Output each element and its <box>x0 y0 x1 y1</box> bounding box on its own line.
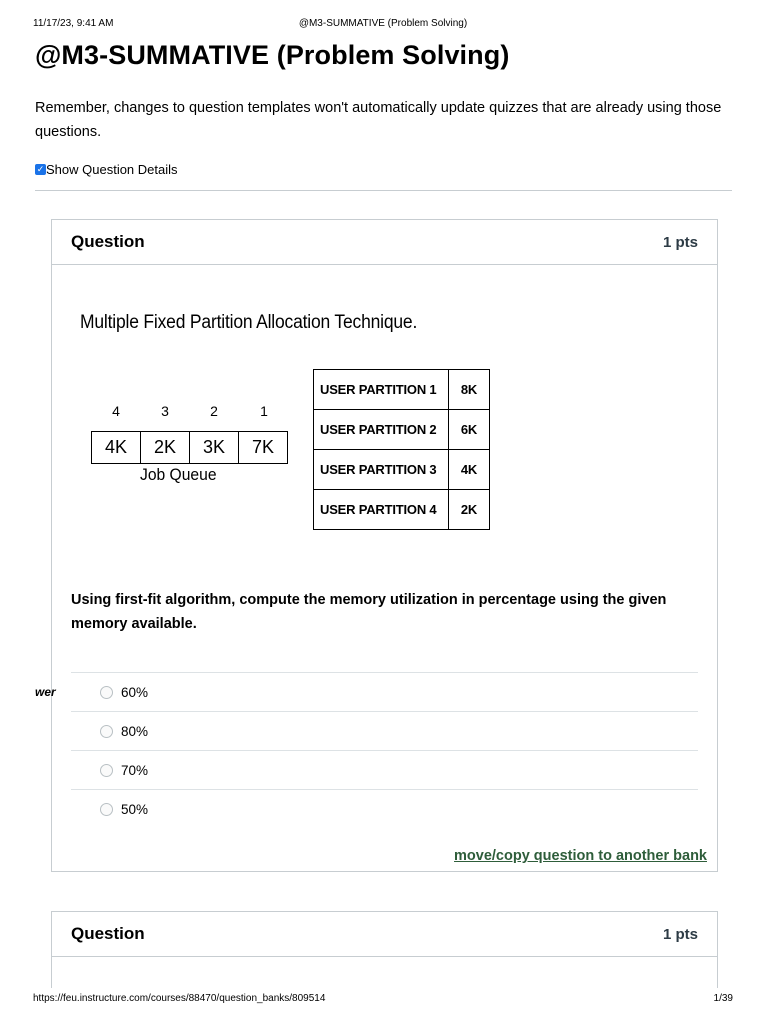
question-text: Using first-fit algorithm, compute the memory utilization in percentage using the given memory available. <box>71 592 667 632</box>
partition-diagram <box>80 265 500 517</box>
partition-name: USER PARTITION 2 <box>314 410 449 450</box>
question-header <box>52 912 717 957</box>
partition-name: USER PARTITION 3 <box>314 450 449 490</box>
question-header <box>52 220 717 265</box>
radio-icon[interactable] <box>100 764 113 777</box>
answer-label: 60% <box>121 684 149 700</box>
answer-label: 50% <box>121 801 149 817</box>
partition-name: USER PARTITION 1 <box>314 370 449 410</box>
partition-row <box>314 450 490 490</box>
print-datetime: 11/17/23, 9:41 AM <box>33 18 114 29</box>
diagram-title: Multiple Fixed Partition Allocation Technique. <box>80 312 418 333</box>
partition-size: 4K <box>449 450 490 490</box>
partition-size: 6K <box>449 410 490 450</box>
answer-option[interactable] <box>71 672 698 711</box>
checkbox-checked-icon[interactable]: ✓ <box>36 164 45 174</box>
partition-row <box>314 490 490 530</box>
divider <box>35 190 732 191</box>
move-copy-question-link[interactable]: move/copy question to another bank <box>454 848 707 864</box>
radio-icon[interactable] <box>100 725 113 738</box>
print-page-number: 1/39 <box>713 993 733 1004</box>
job-size-cell: 2K <box>140 431 190 464</box>
answer-label: 70% <box>121 762 149 778</box>
partition-row <box>314 370 490 410</box>
partition-size: 2K <box>449 490 490 530</box>
print-doc-title: @M3-SUMMATIVE (Problem Solving) <box>298 18 468 29</box>
answer-option[interactable] <box>71 750 698 789</box>
answer-label: 80% <box>121 723 149 739</box>
page-title: @M3-SUMMATIVE (Problem Solving) <box>35 40 510 70</box>
question-title: Question <box>71 924 145 943</box>
question-title: Question <box>71 232 145 251</box>
show-details-label: Show Question Details <box>46 162 178 177</box>
answer-option[interactable] <box>71 711 698 750</box>
question-card <box>51 911 718 988</box>
partition-row <box>314 410 490 450</box>
job-queue <box>92 431 288 464</box>
print-url: https://feu.instructure.com/courses/88470/question_banks/809514 <box>33 993 326 1004</box>
job-number: 3 <box>161 403 169 419</box>
job-size-cell: 3K <box>189 431 239 464</box>
job-number: 2 <box>210 403 218 419</box>
job-numbers <box>92 403 292 421</box>
job-queue-label: Job Queue <box>140 465 217 484</box>
partition-table <box>313 369 490 530</box>
template-notice: Remember, changes to question templates won't automatically update quizzes that are already using those questions. <box>35 100 722 140</box>
radio-icon[interactable] <box>100 686 113 699</box>
answer-list <box>71 672 698 828</box>
job-size-cell: 7K <box>238 431 288 464</box>
question-points: 1 pts <box>662 234 698 251</box>
answer-option[interactable] <box>71 789 698 828</box>
partition-size: 8K <box>449 370 490 410</box>
job-number: 1 <box>260 403 268 419</box>
question-points: 1 pts <box>662 926 698 943</box>
question-card <box>51 219 718 872</box>
job-size-cell: 4K <box>91 431 141 464</box>
partition-name: USER PARTITION 4 <box>314 490 449 530</box>
answers-label-fragment: wer <box>35 685 56 699</box>
radio-icon[interactable] <box>100 803 113 816</box>
show-question-details-toggle[interactable] <box>35 162 178 177</box>
job-number: 4 <box>112 403 120 419</box>
